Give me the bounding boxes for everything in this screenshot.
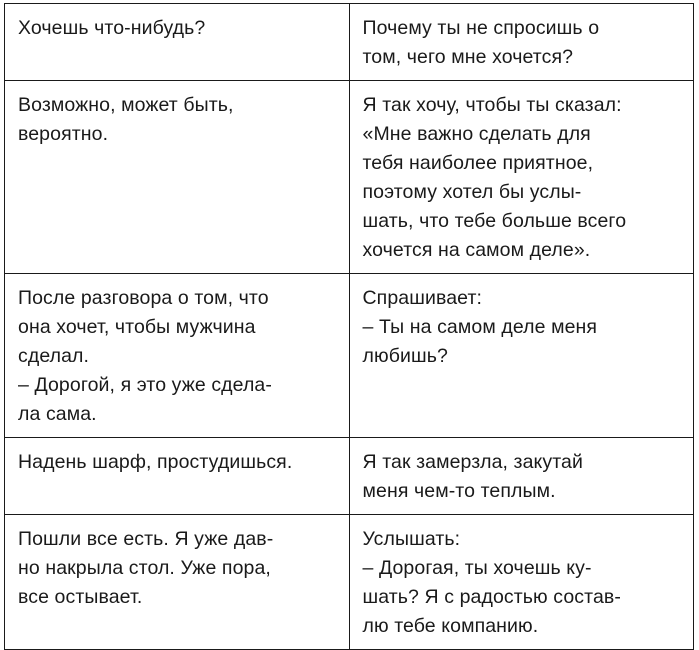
table-cell-left — [5, 438, 350, 515]
cell-text-line: Спрашивает: — [362, 287, 482, 309]
cell-text-line: вероятно. — [18, 123, 109, 145]
cell-text-line: – Дорогая, ты хочешь ку- — [362, 557, 592, 579]
cell-text-line: сделал. — [18, 345, 90, 367]
cell-text-line: Почему ты не спросишь о — [362, 17, 600, 39]
table-cell-right — [349, 81, 694, 274]
cell-text-line: Надень шарф, простудишься. — [18, 451, 293, 473]
cell-text-line: любишь? — [362, 345, 448, 367]
cell-text-line: она хочет, чтобы мужчина — [18, 316, 256, 338]
phrase-comparison-table — [4, 3, 694, 650]
cell-text-line: том, чего мне хочется? — [362, 46, 574, 68]
cell-text-line: поэтому хотел бы услы- — [362, 181, 582, 203]
table-row — [5, 515, 694, 650]
cell-text-line: шать, что тебе больше всего — [362, 210, 627, 232]
cell-text-line: ла сама. — [18, 403, 97, 425]
cell-text-line: Я так замерзла, закутай — [362, 451, 583, 473]
table-row — [5, 274, 694, 438]
table-cell-left — [5, 515, 350, 650]
table-row — [5, 81, 694, 274]
cell-text-line: Услышать: — [362, 528, 461, 550]
cell-text-line: хочется на самом деле». — [362, 239, 591, 261]
cell-text-line: Пошли все есть. Я уже дав- — [18, 528, 274, 550]
cell-text-line: – Дорогой, я это уже сдела- — [18, 374, 272, 396]
cell-text-line: все остывает. — [18, 586, 143, 608]
cell-text-line: лю тебе компанию. — [362, 615, 539, 637]
table-cell-right — [349, 438, 694, 515]
cell-text-line: Хочешь что-нибудь? — [18, 17, 206, 39]
table-cell-right — [349, 274, 694, 438]
table-row — [5, 4, 694, 81]
table-cell-right — [349, 4, 694, 81]
table-cell-left — [5, 4, 350, 81]
cell-text-line: «Мне важно сделать для — [362, 123, 591, 145]
cell-text-line: шать? Я с радостью состав- — [362, 586, 621, 608]
table-row — [5, 438, 694, 515]
cell-text-line: После разговора о том, что — [18, 287, 269, 309]
cell-text-line: – Ты на самом деле меня — [362, 316, 598, 338]
table-cell-left — [5, 274, 350, 438]
cell-text-line: меня чем-то теплым. — [362, 480, 556, 502]
cell-text-line: но накрыла стол. Уже пора, — [18, 557, 271, 579]
cell-text-line: Я так хочу, чтобы ты сказал: — [362, 94, 622, 116]
cell-text-line: Возможно, может быть, — [18, 94, 234, 116]
table-cell-left — [5, 81, 350, 274]
table-cell-right — [349, 515, 694, 650]
cell-text-line: тебя наиболее приятное, — [362, 152, 594, 174]
